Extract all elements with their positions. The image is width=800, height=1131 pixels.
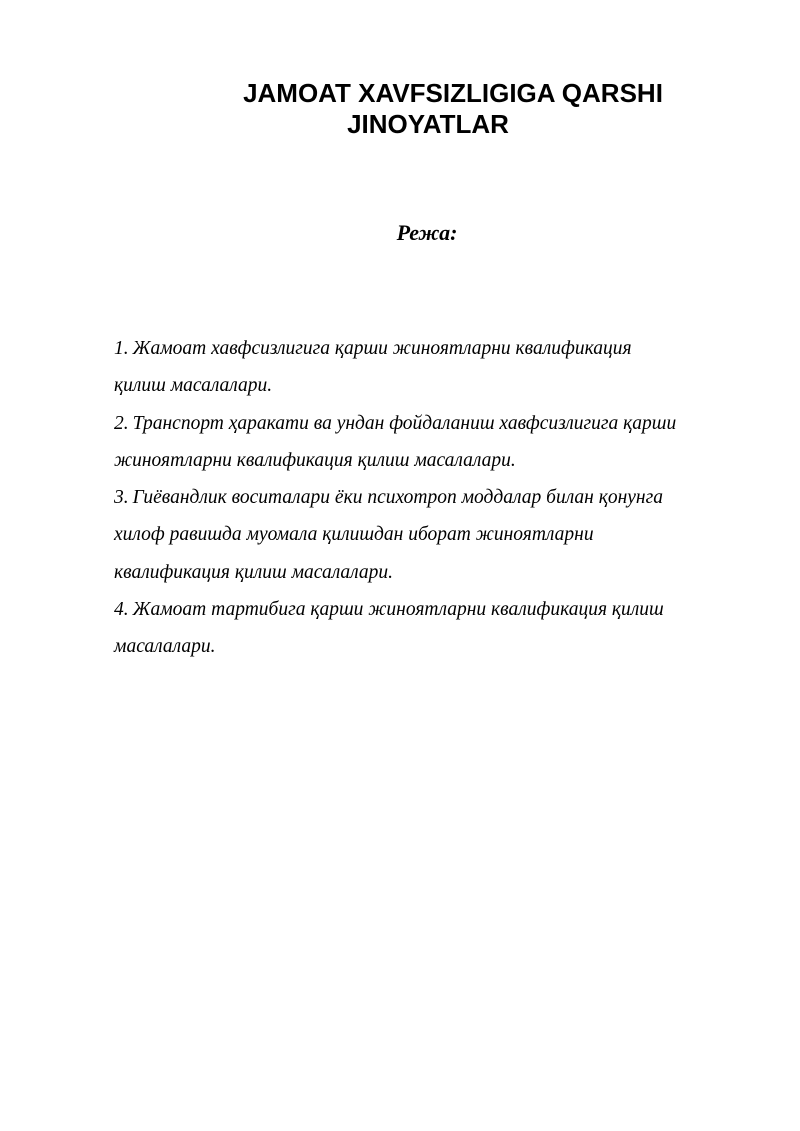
document-title: [0, 78, 800, 140]
plan-item: [114, 479, 754, 591]
plan-item-text: жиноятларни квалификация қилиш масалалари.: [114, 449, 516, 471]
document-title-line: JINOYATLAR: [347, 109, 509, 139]
plan-item-text: Транспорт ҳаракати ва ундан фойдаланиш хавфсизлигига қарши: [132, 412, 677, 434]
plan-item-number: 1.: [114, 338, 129, 359]
plan-item: [114, 330, 754, 405]
plan-item: [114, 591, 754, 666]
plan-item-number: 2.: [114, 412, 129, 434]
plan-item: [114, 405, 754, 480]
plan-item-text: хилоф равишда муомала қилишдан иборат жиноятларни: [114, 524, 594, 546]
plan-item-text: Жамоат тартибига қарши жиноятларни квалификация қилиш: [132, 599, 664, 621]
plan-item-text: Жамоат хавфсизлигига қарши жиноятларни квалификация: [132, 338, 632, 359]
plan-item-text: масалалари.: [114, 636, 216, 658]
plan-item-text: қилиш масалалари.: [114, 375, 273, 397]
plan-item-text: квалификация қилиш масалалари.: [114, 561, 394, 583]
plan-item-number: 4.: [114, 599, 129, 621]
plan-item-text: Гиёвандлик воситалари ёки психотроп моддалар билан қонунга: [132, 487, 663, 509]
plan-item-number: 3.: [114, 487, 129, 509]
plan-list: [114, 330, 754, 666]
document-title-line: JAMOAT XAVFSIZLIGIGA QARSHI: [243, 78, 663, 108]
plan-heading: Режа:: [396, 220, 458, 245]
